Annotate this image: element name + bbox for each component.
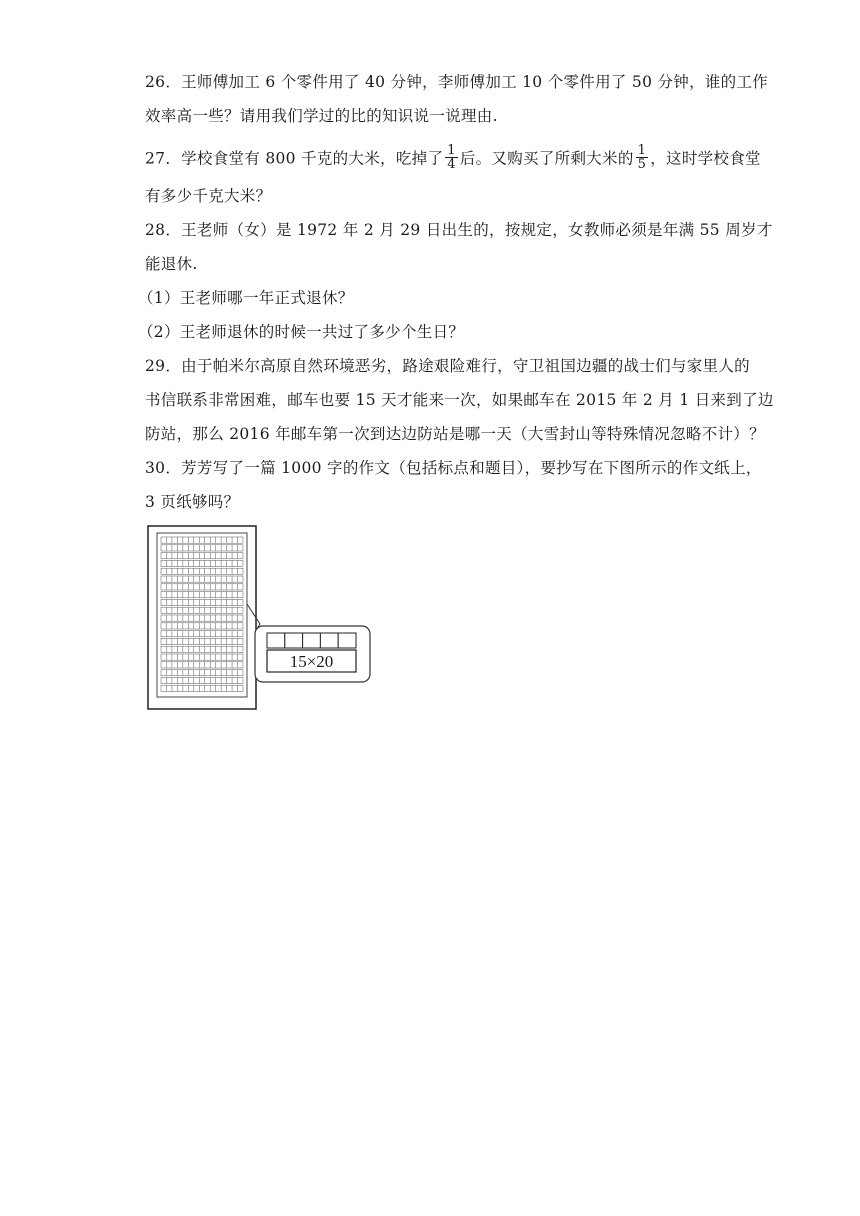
q27-fraction-1-numerator: 1 — [447, 143, 456, 158]
q28-line-2: 能退休. — [145, 255, 198, 273]
q27-text-part1: 27．学校食堂有 800 千克的大米，吃掉了 — [145, 149, 444, 168]
composition-paper-figure — [140, 520, 380, 720]
q29-line-3: 防站，那么 2016 年邮车第一次到达边防站是哪一天（大雪封山等特殊情况忽略不计）？ — [145, 425, 765, 443]
q27-fraction-2 — [636, 144, 649, 171]
q27-text-part2: 后。又购买了所剩大米的 — [459, 149, 634, 168]
q28-sub-question-1: （1）王老师哪一年正式退休？ — [138, 289, 354, 307]
q27-fraction-1-denominator: 4 — [447, 157, 456, 172]
q30-line-2: 3 页纸够吗？ — [145, 493, 240, 511]
q27-fraction-2-numerator: 1 — [637, 143, 647, 158]
callout-cell — [338, 633, 356, 648]
callout-cell — [285, 633, 303, 648]
callout-cell — [303, 633, 321, 648]
q28-line-1: 28．王老师（女）是 1972 年 2 月 29 日出生的，按规定，女教师必须是年满 55 周岁才 — [145, 221, 773, 239]
q30-line-1: 30．芳芳写了一篇 1000 字的作文（包括标点和题目），要抄写在下图所示的作文纸上， — [145, 459, 762, 477]
q28-sub-question-2: （2）王老师退休的时候一共过了多少个生日？ — [138, 323, 465, 341]
composition-paper-illustration — [140, 520, 380, 720]
q26-line-1: 26．王师傅加工 6 个零件用了 40 分钟，李师傅加工 10 个零件用了 50 分钟，谁的工作 — [145, 73, 769, 91]
q27-fraction-1 — [445, 144, 458, 171]
callout-cell — [320, 633, 338, 648]
q27-fraction-2-denominator: 5 — [637, 157, 647, 172]
q27-line-2: 有多少千克大米？ — [145, 187, 272, 205]
q29-line-2: 书信联系非常困难，邮车也要 15 天才能来一次，如果邮车在 2015 年 2 月 1 日来到了边 — [145, 391, 774, 409]
q26-line-2: 效率高一些？请用我们学过的比的知识说一说理由. — [145, 107, 498, 125]
q27-text-part3: ，这时学校食堂 — [650, 149, 761, 168]
q27-line-1 — [145, 143, 761, 173]
callout-label: 15×20 — [289, 652, 334, 671]
callout-cells — [267, 633, 356, 648]
callout-cell — [267, 633, 285, 648]
q29-line-1: 29．由于帕米尔高原自然环境恶劣，路途艰险难行，守卫祖国边疆的战士们与家里人的 — [145, 357, 750, 375]
